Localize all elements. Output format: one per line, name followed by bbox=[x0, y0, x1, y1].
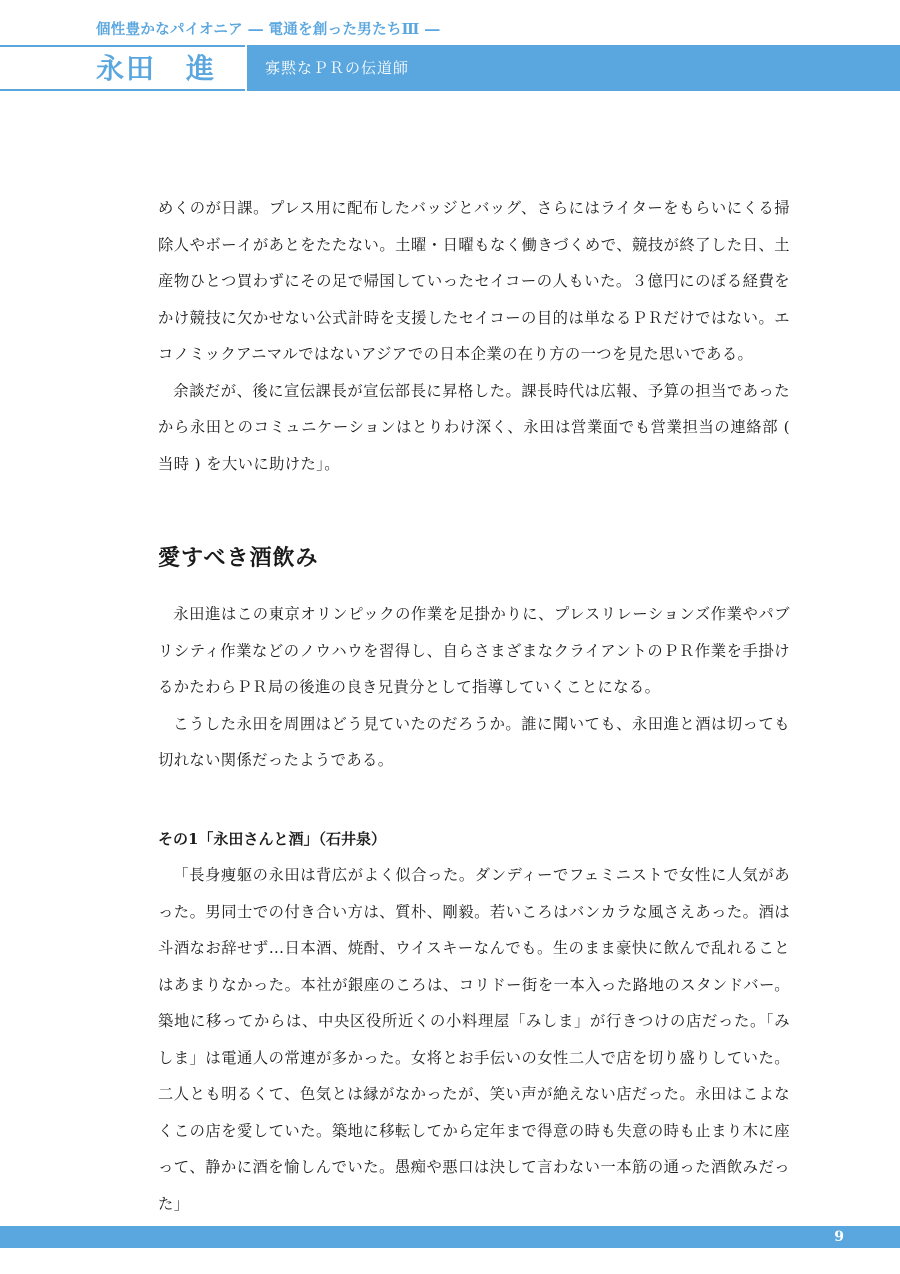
page-number: 9 bbox=[834, 1229, 844, 1245]
series-title: 個性豊かなパイオニア ― 電通を創った男たちⅢ ― bbox=[96, 21, 440, 38]
section-heading: 愛すべき酒飲み bbox=[158, 545, 319, 571]
sub-heading: その1「永田さんと酒」（石井泉） bbox=[158, 829, 386, 848]
body-paragraph: こうした永田を周囲はどう見ていたのだろうか。誰に聞いても、永田進と酒は切っても切れない関係だったようである。 bbox=[158, 714, 790, 769]
quote-paragraph: 「長身痩躯の永田は背広がよく似合った。ダンディーでフェミニストで女性に人気があった。男同士での付き合い方は、質朴、剛毅。若いころはバンカラな風さえあった。酒は斗酒なお辞せず…日本酒、焼酎、ウイスキーなんでも。生のまま豪快に飲んで乱れることはあまりなかった。本社が銀座のころは、コリドー街を一本入った路地のスタンドバー。築地に移ってからは、中央区役所近くの小料理屋「みしま」が行きつけの店だった。「みしま」は電通人の常連が多かった。女将とお手伝いの女性二人で店を切り盛りしていた。二人とも明るくて、色気とは縁がなかったが、笑い声が絶えない店だった。永田はこよなくこの店を愛していた。築地に移転してから定年まで得意の時も失意の時も止まり木に座って、静かに酒を愉しんでいた。愚痴や悪口は決して言わない一本筋の通った酒飲みだった」 bbox=[158, 866, 790, 1213]
person-name: 永田 進 bbox=[96, 52, 217, 85]
body-paragraph: めくのが日課。プレス用に配布したバッジとバッグ、さらにはライターをもらいにくる掃除人やボーイがあとをたたない。土曜・日曜もなく働きづくめで、競技が終了した日、土産物ひとつ買わずにその足で帰国していったセイコーの人もいた。３億円にのぼる経費をかけ競技に欠かせない公式計時を支援したセイコーの目的は単なるＰＲだけではない。エコノミックアニマルではないアジアでの日本企業の在り方の一つを見た思いである。 bbox=[158, 199, 790, 363]
body-paragraph: 永田進はこの東京オリンピックの作業を足掛かりに、プレスリレーションズ作業やパブリシティ作業などのノウハウを習得し、自らさまざまなクライアントのＰＲ作業を手掛けるかたわらＰＲ局の後進の良き兄貴分として指導していくことになる。 bbox=[158, 605, 790, 696]
chapter-subtitle: 寡黙なＰＲの伝道師 bbox=[265, 59, 410, 77]
article-body bbox=[158, 190, 790, 1222]
footer-bar bbox=[0, 1226, 900, 1248]
body-paragraph: 余談だが、後に宣伝課長が宣伝部長に昇格した。課長時代は広報、予算の担当であったから永田とのコミュニケーションはとりわけ深く、永田は営業面でも営業担当の連絡部 ( 当時 ) を大いに助けた」。 bbox=[158, 381, 790, 473]
